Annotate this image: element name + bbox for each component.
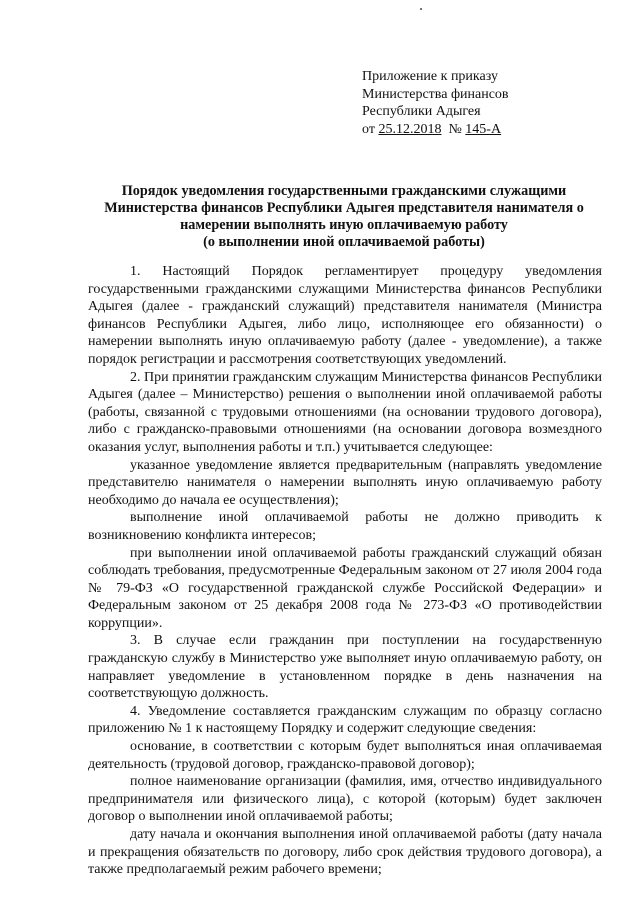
appendix-line-3: Республики Адыгея xyxy=(362,104,481,119)
title-line-4: (о выполнении иной оплачиваемой работы) xyxy=(203,234,485,250)
document-body xyxy=(88,263,602,879)
paragraph-1: 1. Настоящий Порядок регламентирует процедуру уведомления государственными гражданскими служащими Министерства финансов Республики Адыгея (далее - гражданский служащий) представителя нанимателя (Министра финансов Республики Адыгея, либо лицо, исполняющее его обязанности) о намерении выполнять иную оплачиваемую работу (далее - уведомление), а также порядок регистрации и рассмотрения соответствующих уведомлений. xyxy=(88,264,602,367)
title-line-3: намерении выполнять иную оплачиваемую работу xyxy=(180,217,508,233)
number-prefix: № xyxy=(448,121,466,137)
paragraph-2: 2. При принятии гражданским служащим Министерства финансов Республики Адыгея (далее – Министерство) решения о выполнении иной оплачиваемой работы (работы, связанной с трудовыми отношениями (на основании трудового договора), либо с гражданско-правовыми отношениями (на основании договора возмездного оказания услуг, выполнения работы и т.п.) учитывается следующее: xyxy=(88,369,602,455)
paragraph-4: 4. Уведомление составляется гражданским служащим по образцу согласно приложению № 1 к настоящему Порядку и содержит следующие сведения: xyxy=(88,703,602,737)
paragraph-2-item-3: при выполнении иной оплачиваемой работы гражданский служащий обязан соблюдать требования, предусмотренные Федеральным законом от 27 июля 2004 года № 79-ФЗ «О государственной гражданской службе Российской Федерации» и Федеральным законом от 25 декабря 2008 года № 273-ФЗ «О противодействии коррупции». xyxy=(88,545,602,631)
appendix-line-1: Приложение к приказу xyxy=(362,69,498,84)
appendix-header xyxy=(362,68,612,138)
order-date: 25.12.2018 xyxy=(378,121,442,137)
date-prefix: от xyxy=(362,121,379,137)
title-line-2: Министерства финансов Республики Адыгея представителя нанимателя о xyxy=(104,200,584,216)
appendix-order-line xyxy=(362,121,612,139)
paragraph-2-item-2: выполнение иной оплачиваемой работы не должно приводить к возникновению конфликта интересов; xyxy=(88,510,602,543)
document-title xyxy=(78,183,610,251)
paragraph-3: 3. В случае если гражданин при поступлении на государственную гражданскую службу в Министерство уже выполняет иную оплачиваемую работу, он направляет уведомление в установленном порядке в день назначения на соответствующую должность. xyxy=(88,633,602,702)
scan-speck xyxy=(420,8,422,10)
title-line-1: Порядок уведомления государственными гражданскими служащими xyxy=(121,183,567,199)
paragraph-4-item-2: полное наименование организации (фамилия, имя, отчество индивидуального предпринимателя или физического лица), с которой (которым) будет заключен договор о выполнении иной оплачиваемой работы; xyxy=(88,774,602,825)
paragraph-4-item-3: дату начала и окончания выполнения иной оплачиваемой работы (дату начала и прекращения обязательств по договору, либо срок действия трудового договора), а также предполагаемый режим рабочего времени; xyxy=(88,827,602,878)
paragraph-4-item-1: основание, в соответствии с которым будет выполняться иная оплачиваемая деятельность (трудовой договор, гражданско-правовой договор); xyxy=(88,739,602,772)
appendix-line-2: Министерства финансов xyxy=(362,86,509,102)
order-number: 145-А xyxy=(465,121,502,137)
paragraph-2-item-1: указанное уведомление является предварительным (направлять уведомление представителю нанимателя о намерении выполнять иную оплачиваемую работу необходимо до начала ее осуществления); xyxy=(88,457,602,508)
